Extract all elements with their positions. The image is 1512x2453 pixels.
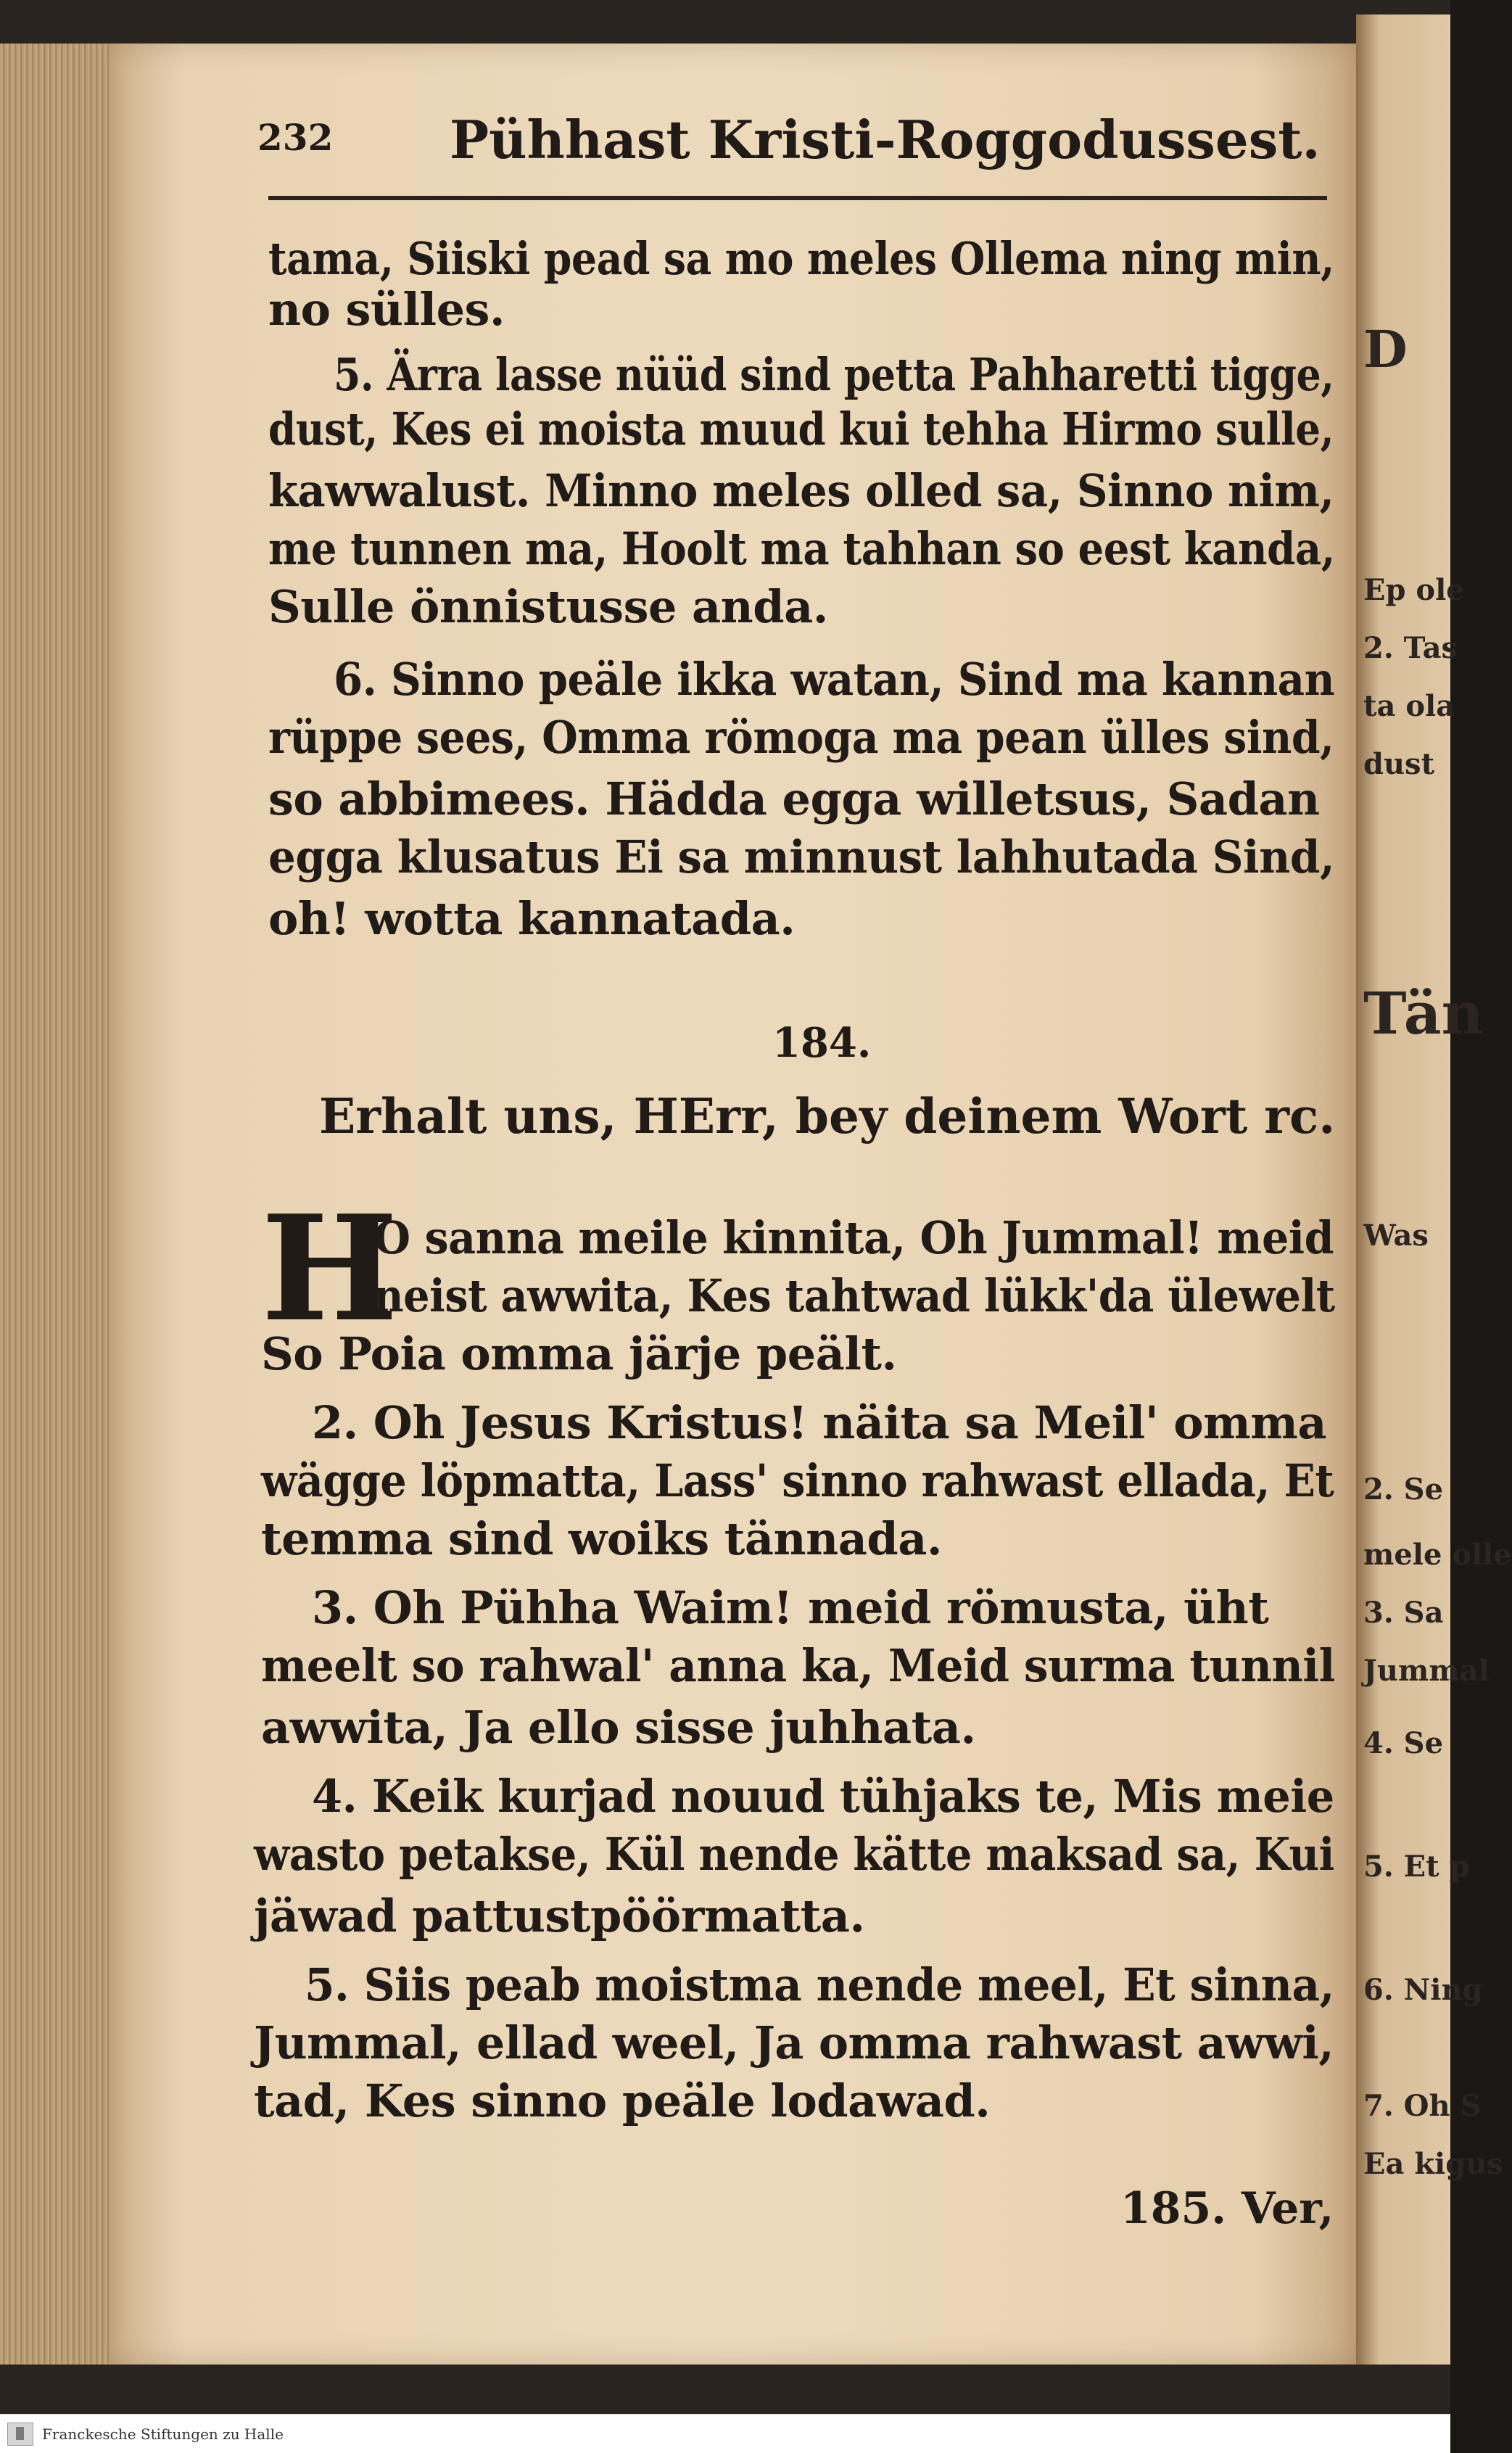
text-line: meelt so rahwal' anna ka, Meid surma tunnil [261, 1639, 1335, 1692]
running-title: Pühhast Kristi-Roggodussest. [450, 109, 1321, 170]
next-page-fragment: mele olle [1363, 1538, 1512, 1572]
next-page-fragment: Tän [1363, 979, 1484, 1047]
next-page-fragment: 5. Et p [1363, 1850, 1470, 1884]
header-rule [268, 196, 1327, 200]
next-page-fragment: Jummal [1363, 1654, 1490, 1688]
text-line: Sulle önnistusse anda. [268, 580, 828, 633]
next-page-fragment: dust [1363, 747, 1435, 781]
hymn-number: 184. [772, 1019, 872, 1067]
text-line: rüppe sees, Omma römoga ma pean ülles sind, [268, 711, 1334, 764]
text-line: 4. Keik kurjad nouud tühjaks te, Mis meie [312, 1770, 1334, 1823]
next-page-fragment: Ep ole [1363, 573, 1465, 607]
text-line: dust, Kes ei moista muud kui tehha Hirmo sulle, [268, 403, 1334, 455]
text-line: awwita, Ja ello sisse juhhata. [261, 1701, 976, 1754]
text-line: tama, Siiski pead sa mo meles Ollema ning min, [268, 232, 1334, 285]
text-line: temma sind woiks tännada. [261, 1512, 942, 1565]
text-line: So Poia omma järje peält. [261, 1327, 897, 1380]
institution-logo-icon [7, 2423, 33, 2446]
book-page-edges [0, 44, 110, 2365]
next-page-fragment: 6. Ning [1363, 1973, 1483, 2007]
footer-bar [0, 2414, 1450, 2453]
text-line: tad, Kes sinno peäle lodawad. [254, 2074, 991, 2127]
text-line: kawwalust. Minno meles olled sa, Sinno nim, [268, 464, 1334, 517]
hymn-tune-title: Erhalt uns, HErr, bey deinem Wort rc. [319, 1088, 1336, 1145]
next-page-margin [1356, 15, 1512, 2365]
catchword: 185. Ver, [1120, 2183, 1334, 2234]
text-line: egga klusatus Ei sa minnust lahhutada Sind, [268, 830, 1335, 883]
text-line: 5. Siis peab moistma nende meel, Et sinna, [305, 1958, 1334, 2011]
next-page-fragment: 2. Se [1363, 1472, 1444, 1506]
text-line: 2. Oh Jesus Kristus! näita sa Meil' omma [312, 1396, 1327, 1449]
next-page-fragment: 3. Sa [1363, 1596, 1444, 1630]
next-page-fragment: 4. Se [1363, 1726, 1444, 1760]
text-line: 3. Oh Pühha Waim! meid römusta, üht [312, 1581, 1269, 1634]
page-number: 232 [257, 116, 334, 159]
text-line: Jummal, ellad weel, Ja omma rahwast awwi, [254, 2016, 1334, 2069]
text-line: O sanna meile kinnita, Oh Jummal! meid [373, 1211, 1334, 1264]
text-line: 5. Ärra lasse nüüd sind petta Pahharetti tigge, [334, 348, 1334, 401]
text-line: oh! wotta kannatada. [268, 892, 796, 945]
footer-credit: Franckesche Stiftungen zu Halle [42, 2425, 284, 2443]
text-line: so abbimees. Hädda egga willetsus, Sadan [268, 772, 1320, 825]
next-page-fragment: Was [1363, 1219, 1429, 1253]
text-line: me tunnen ma, Hoolt ma tahhan so eest kanda, [268, 522, 1335, 575]
drop-capital: H [261, 1184, 398, 1354]
text-line: no sülles. [268, 283, 505, 336]
text-line: neist awwita, Kes tahtwad lükk'da ülewelt [373, 1269, 1335, 1322]
text-line: 6. Sinno peäle ikka watan, Sind ma kannan [334, 653, 1335, 706]
next-page-fragment: 7. Oh S [1363, 2089, 1482, 2123]
next-page-fragment: 2. Tas [1363, 631, 1458, 665]
next-page-fragment: Ea kigus [1363, 2147, 1503, 2181]
text-line: jäwad pattustpöörmatta. [254, 1889, 865, 1942]
text-line: wägge löpmatta, Lass' sinno rahwast ellada, Et [261, 1454, 1334, 1507]
next-page-fragment: D [1363, 319, 1408, 379]
next-page-fragment: ta ola [1363, 689, 1455, 723]
text-line: wasto petakse, Kül nende kätte maksad sa, Kui [254, 1828, 1334, 1881]
